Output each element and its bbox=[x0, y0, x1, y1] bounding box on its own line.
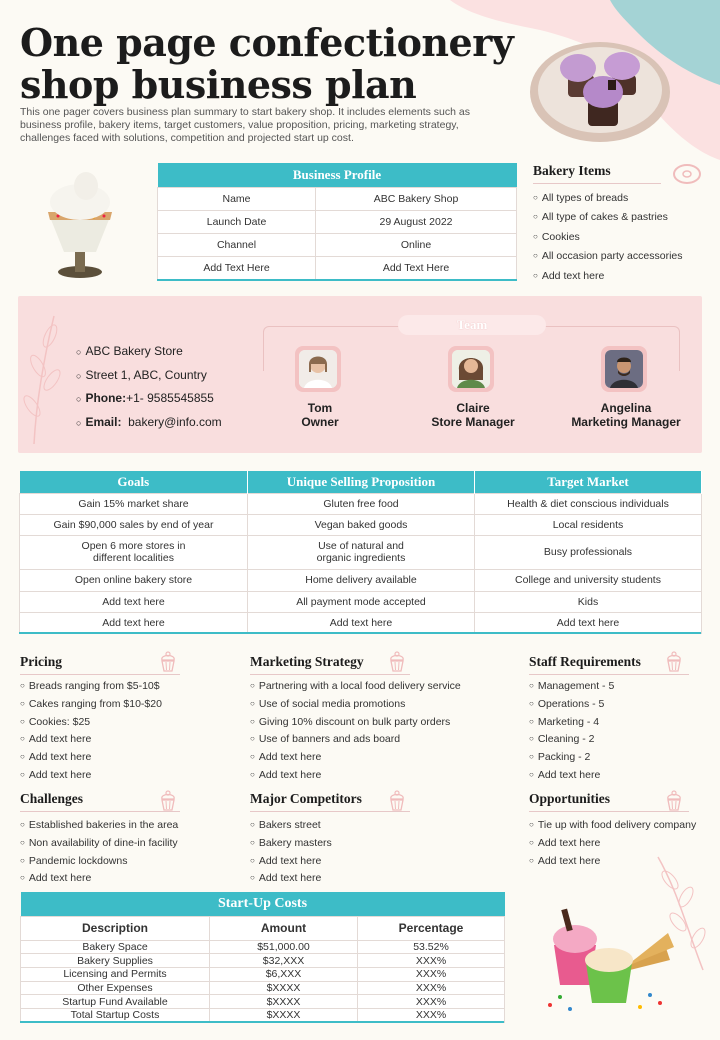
avatar bbox=[601, 346, 647, 392]
challenges-list bbox=[20, 817, 180, 888]
business-profile-header: Business Profile bbox=[158, 163, 517, 187]
list-item: ○ Established bakeries in the area bbox=[20, 817, 180, 835]
table-row: Bakery Space $51,000.00 53.52% bbox=[21, 940, 505, 954]
staff-requirements-heading: Staff Requirements bbox=[529, 654, 641, 669]
email-address[interactable]: ○ Email: bakery@info.com bbox=[76, 411, 222, 435]
goals-usp-target-table bbox=[19, 471, 702, 634]
list-item: ○ Add text here bbox=[250, 870, 410, 888]
divider bbox=[529, 674, 689, 675]
table-row: Channel Online bbox=[158, 233, 517, 256]
avatar bbox=[448, 346, 494, 392]
list-item: ○ Bakers street bbox=[250, 817, 410, 835]
store-name: ○ ABC Bakery Store bbox=[76, 340, 222, 364]
cupcake-icon bbox=[158, 789, 178, 811]
staff-requirements-section bbox=[529, 654, 689, 785]
list-item: ○ Management - 5 bbox=[529, 678, 689, 696]
list-item: ○ Cookies: $25 bbox=[20, 714, 180, 732]
list-item: ○ Packing - 2 bbox=[529, 749, 689, 767]
store-address: ○ Street 1, ABC, Country bbox=[76, 364, 222, 388]
list-item: ○ Non availability of dine-in facility bbox=[20, 835, 180, 853]
column-header: Amount bbox=[210, 916, 358, 940]
column-header: Percentage bbox=[358, 916, 505, 940]
table-row: Total Startup Costs $XXXX XXX% bbox=[21, 1008, 505, 1022]
startup-costs-table bbox=[20, 892, 505, 1023]
avatar bbox=[295, 346, 341, 392]
major-competitors-list bbox=[250, 817, 410, 888]
column-header: Description bbox=[21, 916, 210, 940]
pricing-section bbox=[20, 654, 180, 785]
cupcake-icon bbox=[664, 789, 684, 811]
list-item: ○ Pandemic lockdowns bbox=[20, 853, 180, 871]
team-member-angelina: Angelina Marketing Manager bbox=[571, 401, 681, 429]
page-subtitle: This one pager covers business plan summary to start bakery shop. It includes elements such as business profile, bakery items, target customers, value proposition, pricing, marketing strategy, challenges faced with solutions, competition and projected start up cost. bbox=[20, 106, 470, 144]
list-item: ○ Add text here bbox=[20, 870, 180, 888]
pricing-list bbox=[20, 678, 180, 785]
list-item: ○ Add text here bbox=[250, 767, 410, 785]
table-row: Open online bakery store Home delivery available College and university students bbox=[20, 569, 702, 591]
major-competitors-heading: Major Competitors bbox=[250, 791, 362, 806]
list-item: ○ Add text here bbox=[250, 853, 410, 871]
team-member-tom: Tom Owner bbox=[301, 401, 339, 429]
divider bbox=[20, 1021, 504, 1023]
divider bbox=[250, 674, 410, 675]
ice-cream-cones-image bbox=[540, 905, 690, 1017]
cupcake-icon bbox=[664, 650, 684, 672]
table-row: Add text here Add text here Add text here bbox=[20, 612, 702, 633]
target-market-header: Target Market bbox=[475, 471, 702, 493]
opportunities-heading: Opportunities bbox=[529, 791, 611, 806]
table-row: Open 6 more stores in different localities Use of natural and organic ingredients Busy professionals bbox=[20, 535, 702, 569]
contact-list bbox=[76, 340, 222, 434]
list-item: ○ Use of banners and ads board bbox=[250, 731, 410, 749]
table-row: Gain $90,000 sales by end of year Vegan baked goods Local residents bbox=[20, 514, 702, 535]
bakery-items-heading: Bakery Items bbox=[533, 163, 611, 178]
divider bbox=[157, 279, 517, 281]
list-item: ○ Add text here bbox=[20, 749, 180, 767]
divider bbox=[533, 183, 661, 184]
marketing-strategy-section bbox=[250, 654, 461, 785]
cupcake-icon bbox=[387, 650, 407, 672]
goals-header: Goals bbox=[20, 471, 248, 493]
list-item: ○ Tie up with food delivery company bbox=[529, 817, 689, 835]
divider bbox=[20, 674, 180, 675]
list-item: ○ All occasion party accessories bbox=[533, 247, 705, 266]
list-item: ○ All types of breads bbox=[533, 189, 705, 208]
divider bbox=[20, 811, 180, 812]
business-profile-table bbox=[157, 163, 517, 280]
cupcake-icon bbox=[158, 650, 178, 672]
table-row: Licensing and Permits $6,XXX XXX% bbox=[21, 967, 505, 981]
cupcakes-plate-image bbox=[528, 30, 673, 146]
list-item: ○ Add text here bbox=[20, 767, 180, 785]
team-member-claire: Claire Store Manager bbox=[431, 401, 515, 429]
list-item: ○ Add text here bbox=[529, 835, 689, 853]
pricing-heading: Pricing bbox=[20, 654, 62, 669]
table-row: Bakery Supplies $32,XXX XXX% bbox=[21, 954, 505, 968]
table-row: Add Text Here Add Text Here bbox=[158, 256, 517, 279]
list-item: ○ Bakery masters bbox=[250, 835, 410, 853]
table-row: Gain 15% market share Gluten free food Health & diet conscious individuals bbox=[20, 493, 702, 514]
table-row: Name ABC Bakery Shop bbox=[158, 187, 517, 210]
marketing-strategy-list bbox=[250, 678, 461, 785]
list-item: ○ Add text here bbox=[533, 267, 705, 286]
list-item: ○ Add text here bbox=[250, 749, 410, 767]
cupcake-icon bbox=[387, 789, 407, 811]
divider bbox=[19, 632, 701, 634]
page-title: One page confectionery shop business plan bbox=[20, 20, 514, 107]
usp-header: Unique Selling Proposition bbox=[248, 471, 475, 493]
list-item: ○ Cakes ranging from $10-$20 bbox=[20, 696, 180, 714]
ice-cream-cup-image bbox=[42, 170, 120, 282]
challenges-section bbox=[20, 791, 180, 888]
table-row: Other Expenses $XXXX XXX% bbox=[21, 981, 505, 995]
marketing-strategy-heading: Marketing Strategy bbox=[250, 654, 364, 669]
staff-requirements-list bbox=[529, 678, 689, 785]
list-item: ○ Add text here bbox=[20, 731, 180, 749]
team-heading: Team bbox=[398, 315, 546, 335]
divider bbox=[529, 811, 689, 812]
phone-number[interactable]: ○ Phone:+1- 9585545855 bbox=[76, 387, 222, 411]
list-item: ○ Use of social media promotions bbox=[250, 696, 410, 714]
leaf-branch-icon bbox=[14, 306, 69, 446]
startup-costs-header: Start-Up Costs bbox=[21, 892, 505, 916]
major-competitors-section bbox=[250, 791, 410, 888]
bakery-items-list bbox=[533, 189, 705, 286]
list-item: ○ Partnering with a local food delivery service bbox=[250, 678, 410, 696]
list-item: ○ Marketing - 4 bbox=[529, 714, 689, 732]
table-row: Add text here All payment mode accepted Kids bbox=[20, 591, 702, 612]
table-row: Launch Date 29 August 2022 bbox=[158, 210, 517, 233]
list-item: ○ Cleaning - 2 bbox=[529, 731, 689, 749]
list-item: ○ Add text here bbox=[529, 853, 689, 871]
list-item: ○ Giving 10% discount on bulk party orders bbox=[250, 714, 410, 732]
donut-icon bbox=[672, 163, 702, 185]
list-item: ○ All type of cakes & pastries bbox=[533, 208, 705, 227]
list-item: ○ Add text here bbox=[529, 767, 689, 785]
list-item: ○ Operations - 5 bbox=[529, 696, 689, 714]
divider bbox=[250, 811, 410, 812]
challenges-heading: Challenges bbox=[20, 791, 84, 806]
table-row: Startup Fund Available $XXXX XXX% bbox=[21, 995, 505, 1009]
list-item: ○ Breads ranging from $5-10$ bbox=[20, 678, 180, 696]
list-item: ○ Cookies bbox=[533, 228, 705, 247]
